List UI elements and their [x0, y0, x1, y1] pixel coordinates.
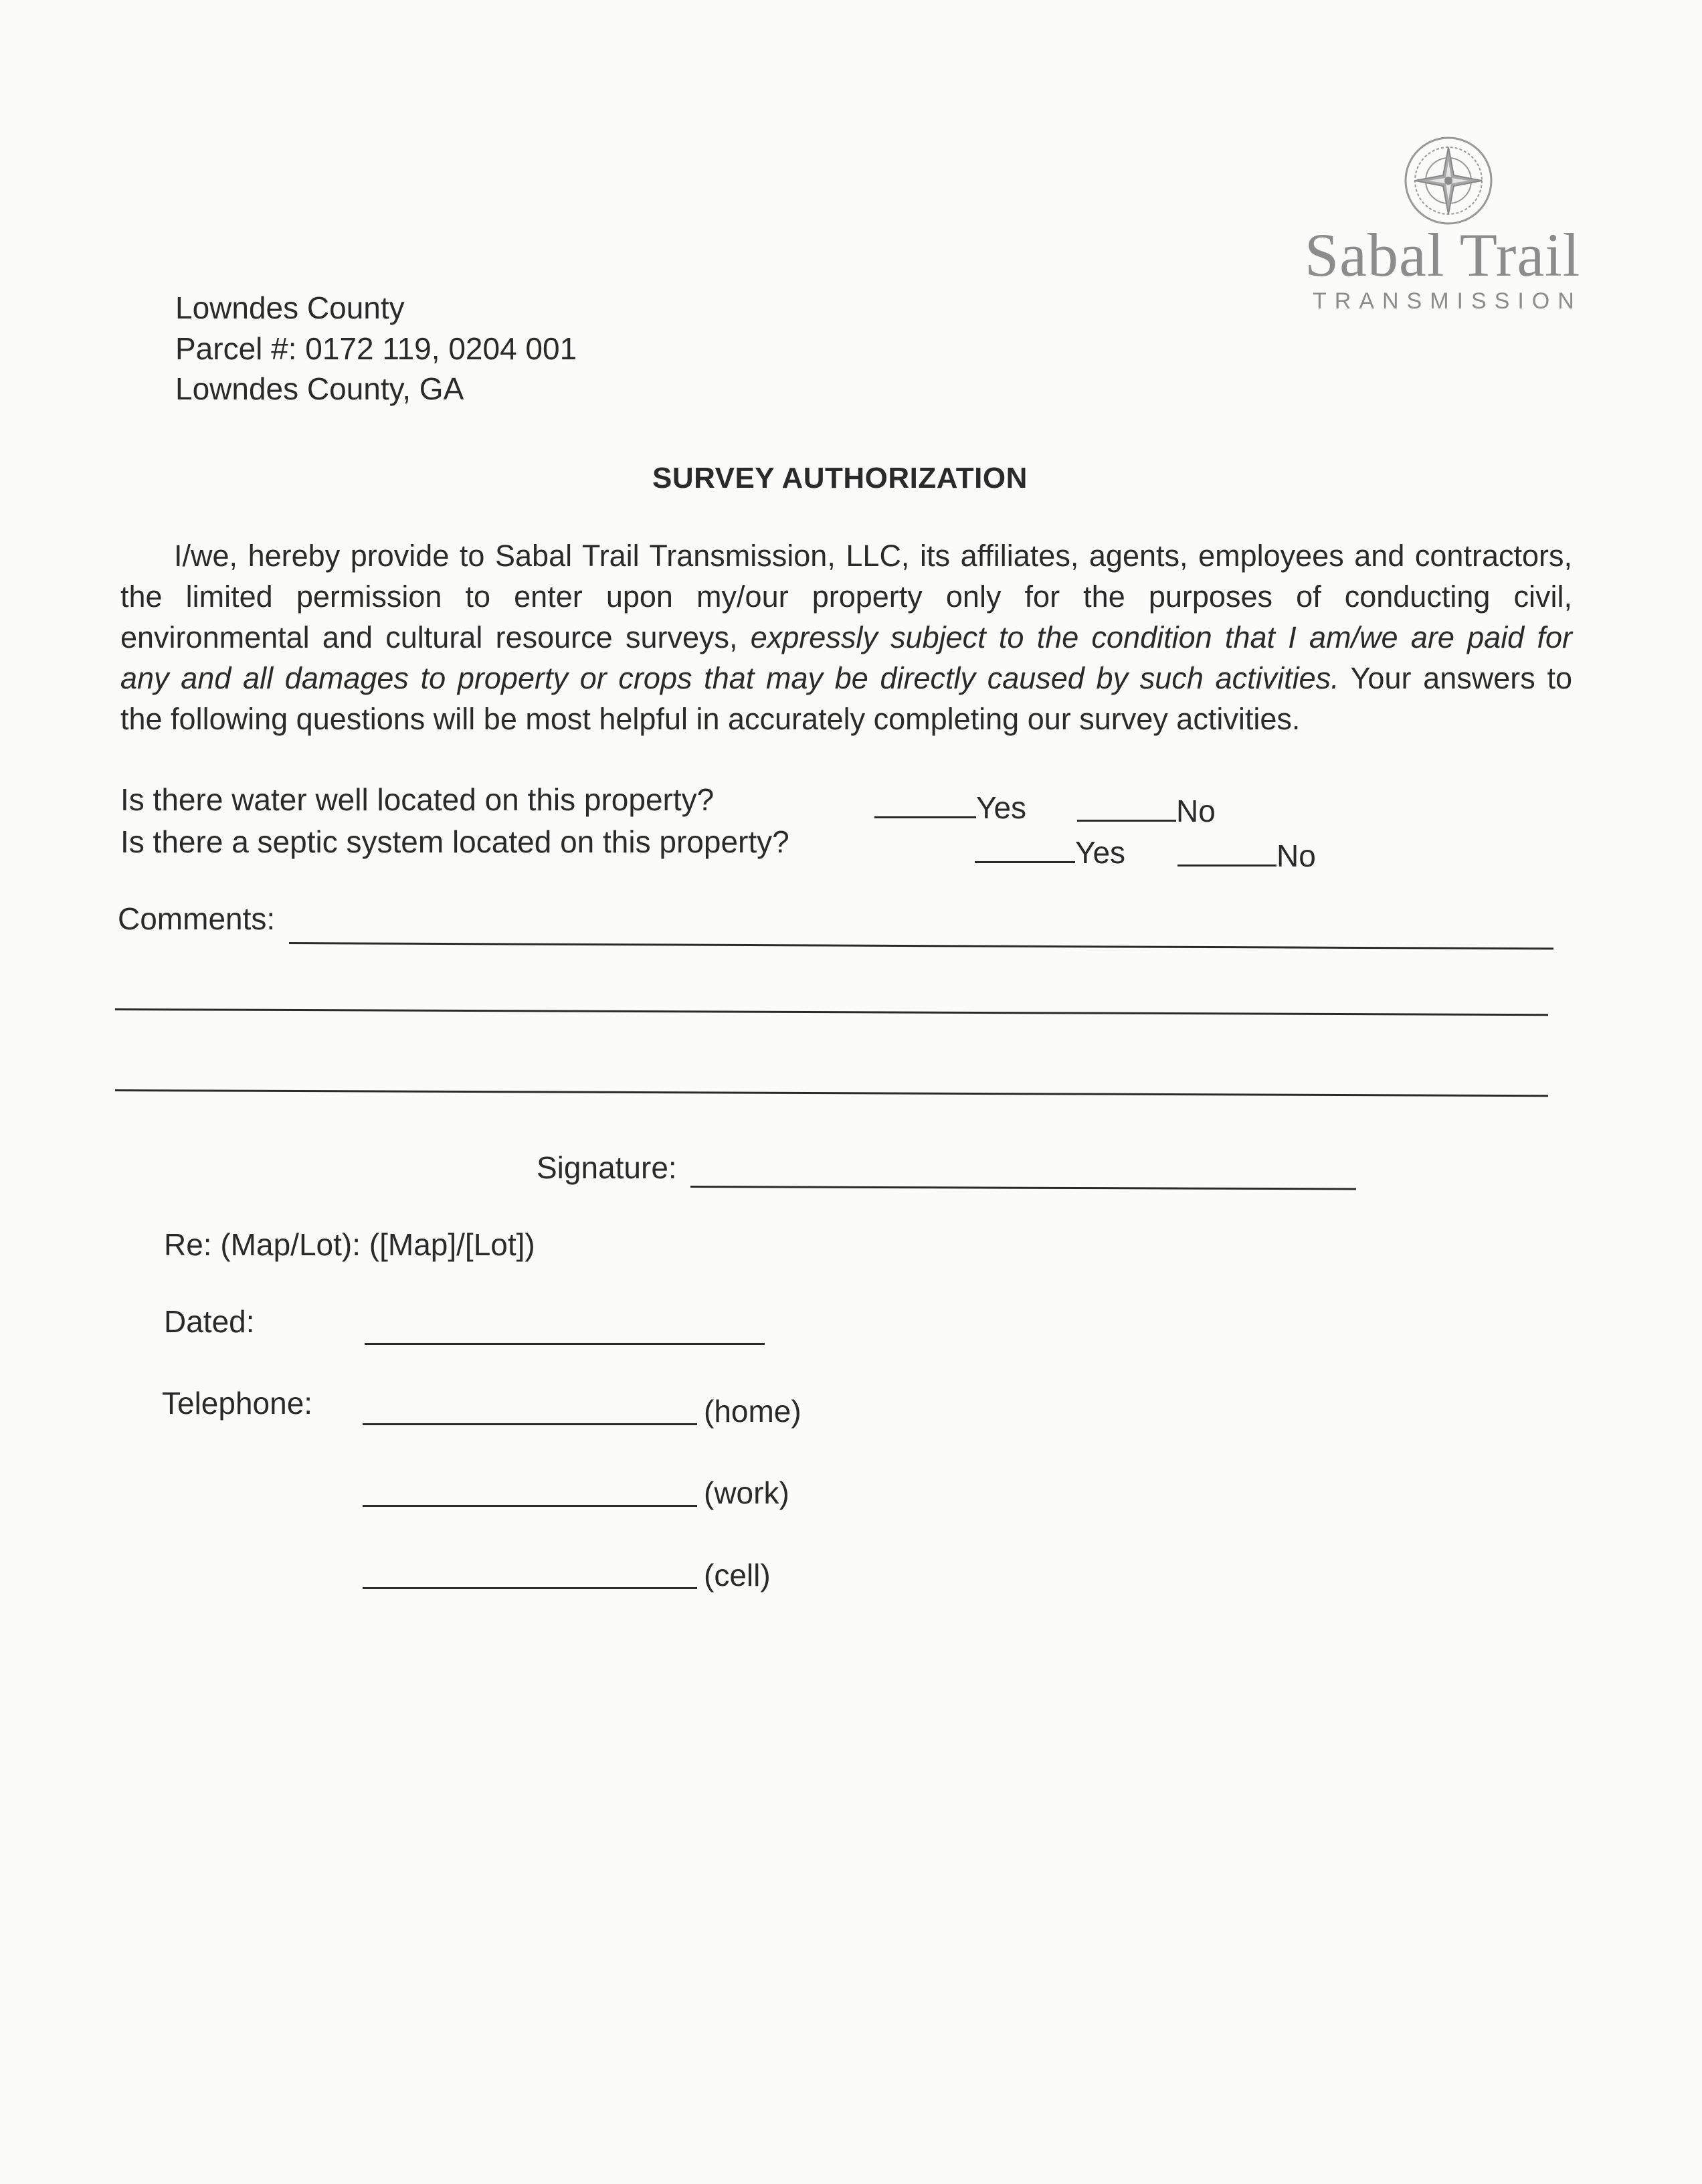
paragraph-text: environmental and cultural resource surveys,	[120, 620, 751, 654]
map-lot-reference: Re: (Map/Lot): ([Map]/[Lot])	[164, 1227, 535, 1262]
paragraph-line	[120, 617, 1572, 658]
paragraph-line: the limited permission to enter upon my/our property only for the purposes of conducting civil,	[120, 579, 1572, 614]
septic-yes-blank[interactable]	[975, 834, 1075, 863]
logo-subtitle: TRANSMISSION	[1313, 288, 1582, 314]
water-well-yes-option[interactable]	[874, 790, 1026, 823]
paragraph-line	[120, 658, 1572, 699]
paragraph-line: the following questions will be most helpful in accurately completing our survey activities.	[120, 702, 1301, 736]
address-line-1: Lowndes County	[175, 290, 405, 325]
question-water-well: Is there water well located on this property?	[120, 782, 715, 817]
dated-label: Dated:	[164, 1304, 255, 1339]
paragraph-line: I/we, hereby provide to Sabal Trail Transmission, LLC, its affiliates, agents, employees and contractors,	[174, 539, 1572, 573]
water-well-no-blank[interactable]	[1077, 793, 1176, 822]
question-septic-system: Is there a septic system located on this property?	[120, 824, 789, 859]
yes-label: Yes	[1075, 835, 1126, 870]
no-label: No	[1176, 794, 1216, 828]
paragraph-italic-text: expressly subject to the condition that I am/we are paid for	[750, 620, 1572, 654]
authorization-paragraph	[120, 535, 1572, 739]
telephone-cell-line[interactable]	[363, 1587, 697, 1589]
telephone-work-label: (work)	[704, 1475, 789, 1510]
water-well-no-option[interactable]	[1077, 793, 1216, 826]
telephone-home-line[interactable]	[363, 1423, 697, 1425]
page-title: SURVEY AUTHORIZATION	[652, 462, 1028, 494]
address-line-3: Lowndes County, GA	[175, 371, 464, 406]
telephone-cell-label: (cell)	[704, 1558, 771, 1592]
no-label: No	[1276, 838, 1316, 873]
telephone-work-line[interactable]	[363, 1505, 697, 1507]
address-parcel: Parcel #: 0172 119, 0204 001	[175, 331, 577, 366]
signature-line[interactable]	[690, 1186, 1356, 1190]
telephone-label: Telephone:	[162, 1386, 313, 1421]
comments-label: Comments:	[118, 901, 276, 936]
septic-yes-option[interactable]	[975, 834, 1125, 868]
septic-no-option[interactable]	[1177, 838, 1316, 871]
comments-line-1[interactable]	[289, 942, 1553, 949]
septic-no-blank[interactable]	[1177, 838, 1276, 867]
signature-label: Signature:	[537, 1150, 677, 1185]
dated-line[interactable]	[365, 1343, 765, 1345]
yes-label: Yes	[976, 790, 1027, 825]
paragraph-italic-text: any and all damages to property or crops that may be directly caused by such activities.	[120, 661, 1339, 695]
comments-line-2[interactable]	[115, 1008, 1548, 1016]
telephone-home-label: (home)	[704, 1394, 801, 1429]
comments-line-3[interactable]	[115, 1089, 1548, 1097]
water-well-yes-blank[interactable]	[874, 790, 976, 818]
compass-rose-icon	[1402, 134, 1495, 227]
paragraph-text: Your answers to	[1339, 661, 1572, 695]
logo-name: Sabal Trail	[1305, 221, 1581, 289]
